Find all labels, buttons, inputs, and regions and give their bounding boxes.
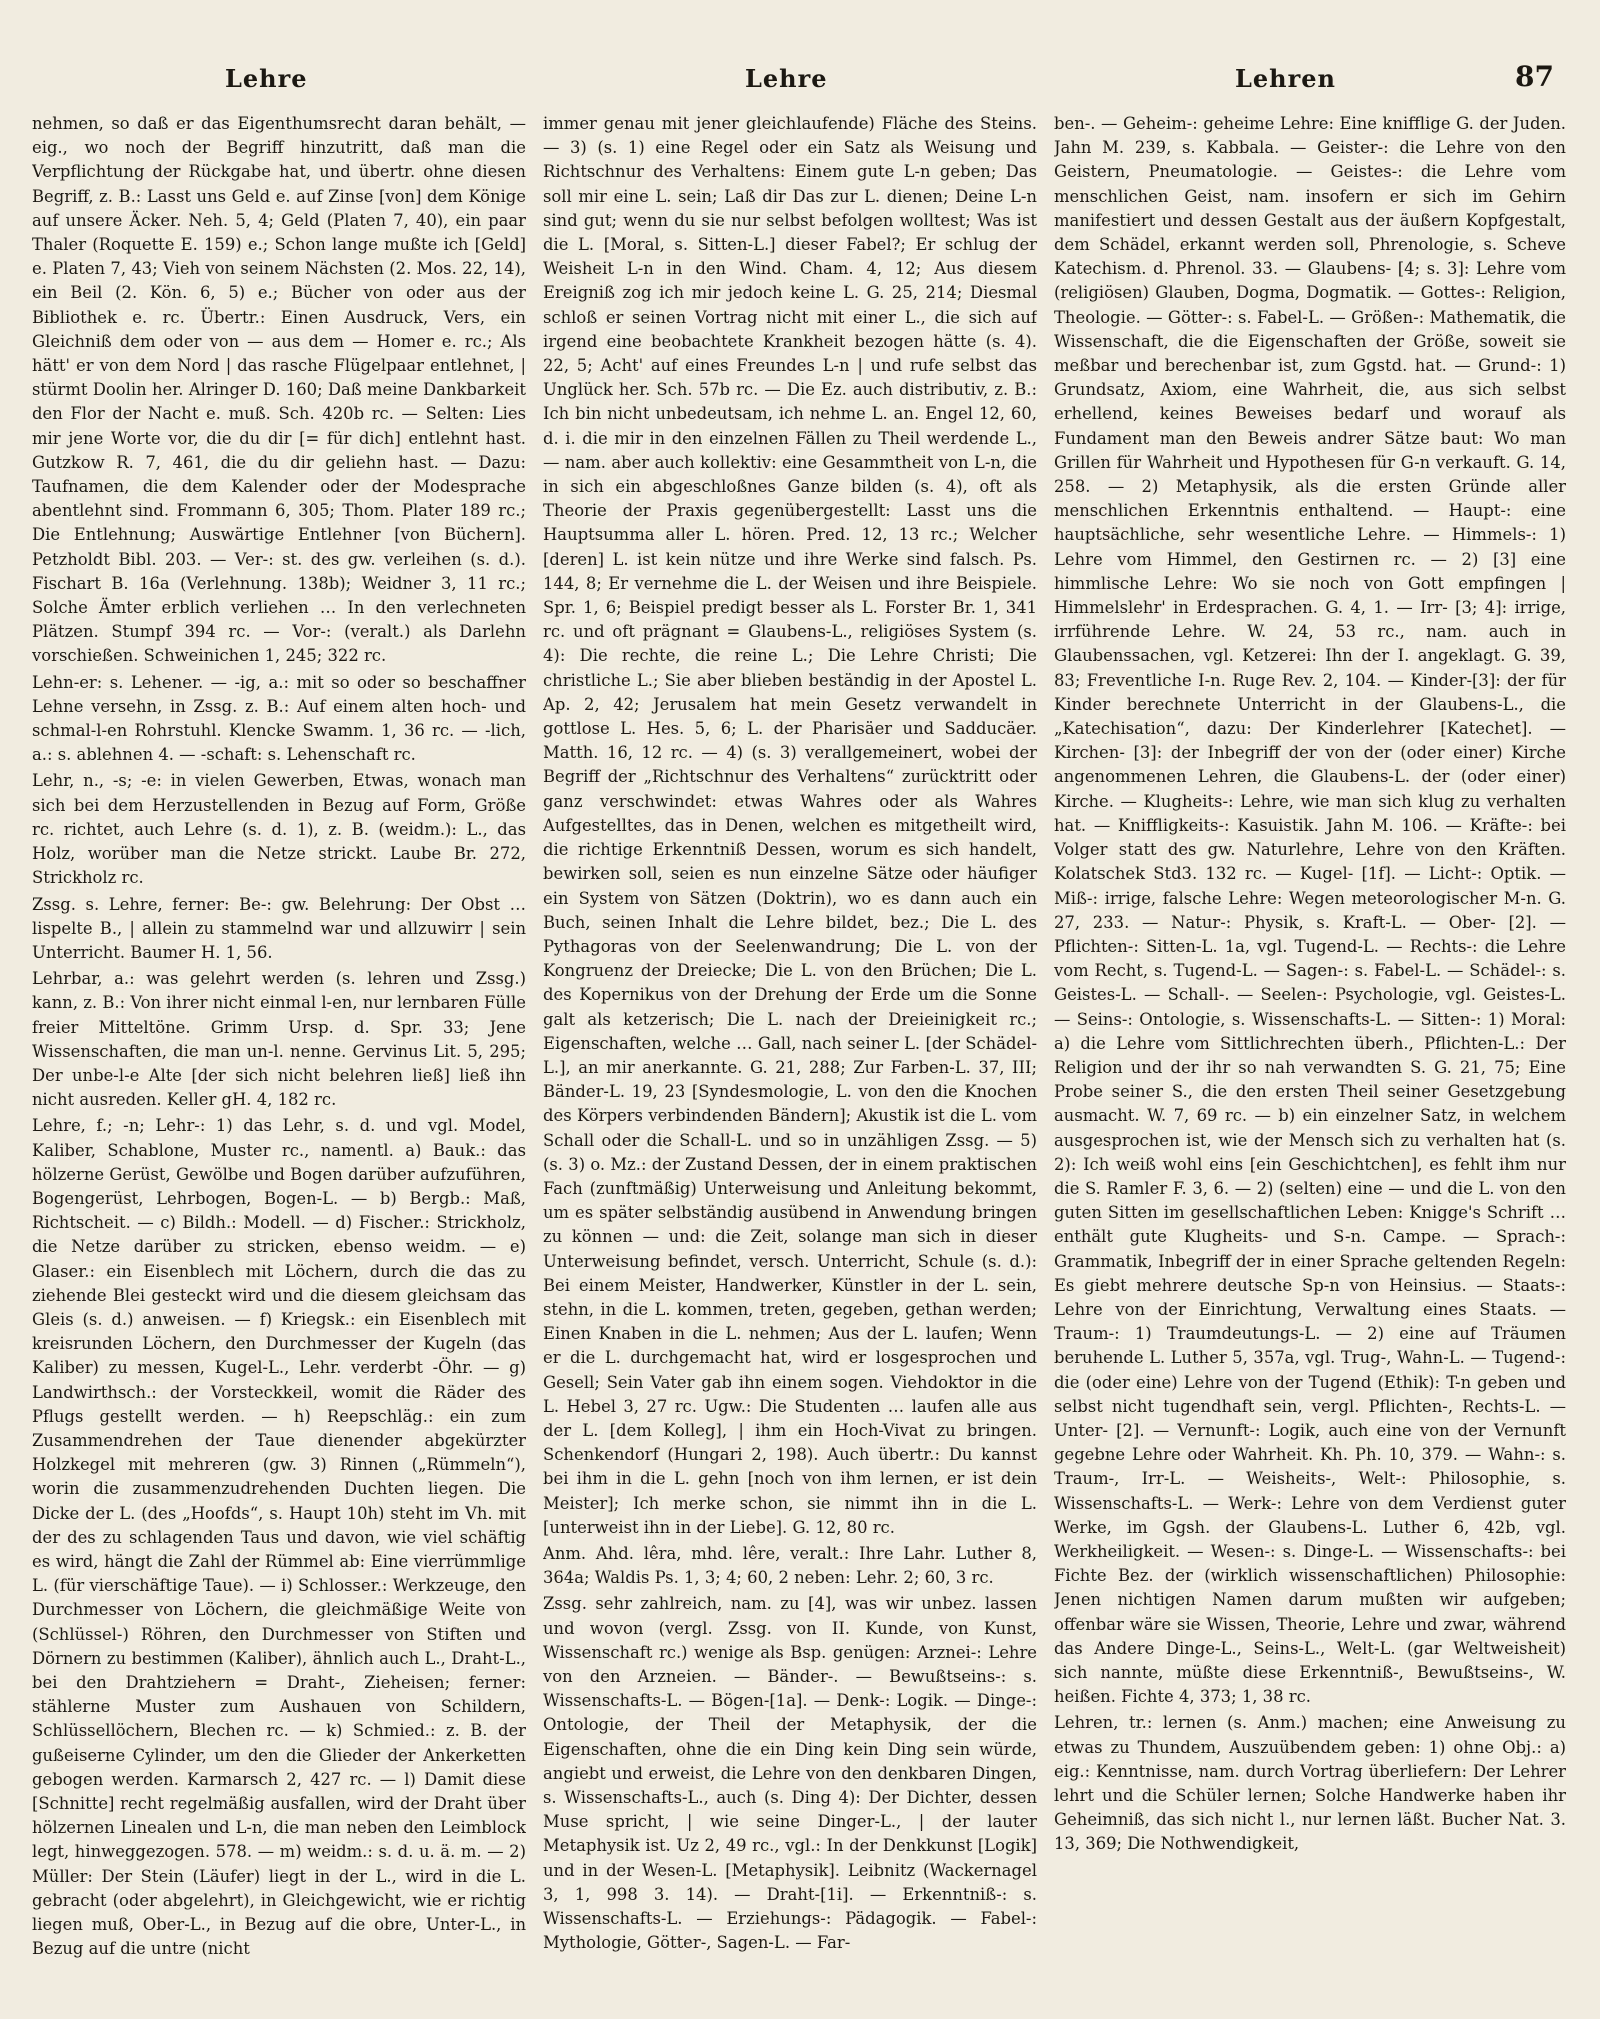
header-right-word: Lehren [1235, 64, 1336, 93]
header-center-word: Lehre [745, 64, 828, 93]
entry-paragraph: Anm. Ahd. lêra, mhd. lêre, veralt.: Ihre Lahr. Luther 8, 364a; Waldis Ps. 1, 3; 4; 60, 2 neben: Lehr. 2; 60, 3 rc. [543, 1543, 1037, 1588]
column-3 [1054, 112, 1566, 1982]
page-number: 87 [1515, 60, 1554, 93]
entry-paragraph: Zssg. sehr zahlreich, nam. zu [4], was wir unbez. lassen und wovon (vergl. Zssg. von II. Kunde, von Kunst, Wissenschaft rc.) wenige als Bsp. genügen: Arznei-: Lehre von den Arzneien. — Bänder-. — Bewußtseins-: s. Wissenschafts-L. — Bögen-[1a]. — Denk-: Logik. — Dinge-: Ontologie, der Theil der Metaphysik, der die Eigenschaften, ohne die ein Ding kein Ding sein würde, angiebt und erweist, die Lehre von den denkbaren Dingen, s. Wissenschafts-L., auch (s. Ding 4): Der Dichter, dessen Muse spricht, | wie seine Dinger-L., | der lauter Metaphysik ist. Uz 2, 49 rc., vgl.: In der Denkkunst [Logik] und in der Wesen-L. [Metaphysik]. Leibnitz (Wackernagel 3, 1, 998 3. 14). — Draht-[1i]. — Erkenntniß-: s. Wissenschafts-L. — Erziehungs-: Pädagogik. — Fabel-: Mythologie, Götter-, Sagen-L. — Far- [543, 1594, 1037, 1953]
entry-paragraph: Lehrbar, a.: was gelehrt werden (s. lehren und Zssg.) kann, z. B.: Von ihrer nicht einmal l-en, nur lernbaren Fülle freier Mitteltöne. Grimm Ursp. d. Spr. 33; Jene Wissenschaften, die man un-l. nenne. Gervinus Lit. 5, 295; Der unbe-l-e Alte [der sich nicht belehren ließ] ließ ihn nicht ausreden. Keller gH. 4, 182 rc. [32, 969, 526, 1110]
column-1 [32, 112, 526, 1982]
entry-paragraph: Lehr, n., -s; -e: in vielen Gewerben, Etwas, wonach man sich bei dem Herzustellenden in Bezug auf Form, Größe rc. richtet, auch Lehre (s. d. 1), z. B. (weidm.): L., das Holz, worüber man die Netze strickt. Laube Br. 272, Strickholz rc. [32, 771, 526, 888]
entry-paragraph: Lehn-er: s. Lehener. — -ig, a.: mit so oder so beschaffner Lehne versehn, in Zssg. z. B.: Auf einem alten hoch- und schmal-l-en Rohrstuhl. Klencke Swamm. 1, 36 rc. — -lich, a.: s. ablehnen 4. — -schaft: s. Lehenschaft rc. [32, 672, 526, 765]
entry-paragraph: Lehre, f.; -n; Lehr-: 1) das Lehr, s. d. und vgl. Model, Kaliber, Schablone, Muster rc., namentl. a) Bauk.: das hölzerne Gerüst, Gewölbe und Bogen darüber aufzuführen, Bogengerüst, Lehrbogen, Bogen-L. — b) Bergb.: Maß, Richtscheit. — c) Bildh.: Modell. — d) Fischer.: Strickholz, die Netze darüber zu stricken, ebenso weidm. — e) Glaser.: ein Eisenblech mit Löchern, durch die das zu ziehende Blei gesteckt wird und die diesem gleichsam das Gleis (s. d.) anweisen. — f) Kriegsk.: ein Eisenblech mit kreisrunden Löchern, den Durchmesser der Kugeln (das Kaliber) zu messen, Kugel-L., Lehr. verderbt -Öhr. — g) Landwirthsch.: der Vorsteckkeil, womit die Räder des Pflugs gestellt werden. — h) Reepschläg.: ein zum Zusammendrehen der Taue dienender abgekürzter Holzkegel mit mehreren (gw. 3) Rinnen („Rümmeln“), worin die zusammenzudrehenden Duchten liegen. Die Dicke der L. (des „Hoofds“, s. Haupt 10h) steht im Vh. mit der des zu schlagenden Taus und davon, wie viel schäftig es wird, hängt die Zahl der Rümmel ab: Eine vierrümmlige L. (für vierschäftige Taue). — i) Schlosser.: Werkzeuge, den Durchmesser von Löchern, die gleichmäßige Weite von (Schlüssel-) Röhren, den Durchmesser von Stiften und Dörnern zu bestimmen (Kaliber), ähnlich auch L., Draht-L., bei den Drahtziehern = Draht-, Zieheisen; ferner: stählerne Muster zum Aushauen von Schildern, Schlüssellöchern, Blechen rc. — k) Schmied.: z. B. der gußeiserne Cylinder, um den die Glieder der Ankerketten gebogen werden. Karmarsch 2, 427 rc. — l) Damit diese [Schnitte] recht regelmäßig ausfallen, wird der Draht über hölzernen Linealen und L-n, die man neben den Leimblock legt, hinweggezogen. 578. — m) weidm.: s. d. u. ä. m. — 2) Müller: Der Stein (Läufer) liegt in der L., wird in die L. gebracht (oder abgelehrt), in Gleichgewicht, wie er richtig liegen muß, Ober-L., in Bezug auf die obre, Unter-L., in Bezug auf die untre (nicht [32, 1116, 526, 1959]
entry-paragraph: ben-. — Geheim-: geheime Lehre: Eine knifflige G. der Juden. Jahn M. 239, s. Kabbala. — Geister-: die Lehre von den Geistern, Pneumatologie. — Geistes-: die Lehre vom menschlichen Geist, nam. insofern er sich im Gehirn manifestiert und dessen Gestalt aus der äußern Kopfgestalt, dem Schädel, erkannt werden soll, Phrenologie, s. Scheve Katechism. d. Phrenol. 33. — Glaubens- [4; s. 3]: Lehre vom (religiösen) Glauben, Dogma, Dogmatik. — Gottes-: Religion, Theologie. — Götter-: s. Fabel-L. — Größen-: Mathematik, die Wissenschaft, die die Eigenschaften der Größe, soweit sie meßbar und berechenbar ist, zum Ggstd. hat. — Grund-: 1) Grundsatz, Axiom, eine Wahrheit, die, aus sich selbst erhellend, keines Beweises bedarf und worauf als Fundament man den Beweis andrer Sätze baut: Wo man Grillen für Wahrheit und Hypothesen für G-n verkauft. G. 14, 258. — 2) Metaphysik, als die ersten Gründe aller menschlichen Erkenntnis enthaltend. — Haupt-: eine hauptsächliche, sehr wesentliche Lehre. — Himmels-: 1) Lehre vom Himmel, den Gestirnen rc. — 2) [3] eine himmlische Lehre: Wo sie noch von Gott empfingen | Himmelslehr' in Erdesprachen. G. 4, 1. — Irr- [3; 4]: irrige, irrführende Lehre. W. 24, 53 rc., nam. auch in Glaubenssachen, vgl. Ketzerei: Ihn der I. angeklagt. G. 39, 83; Freventliche I-n. Ruge Rev. 2, 104. — Kinder-[3]: der für Kinder berechnete Unterricht in der Glaubens-L., die „Katechisation“, dazu: Der Kinderlehrer [Katechet]. — Kirchen- [3]: der Inbegriff der von der (oder einer) Kirche angenommenen Lehren, die Glaubens-L. der (oder einer) Kirche. — Klugheits-: Lehre, wie man sich klug zu verhalten hat. — Kniffligkeits-: Kasuistik. Jahn M. 106. — Kräfte-: bei Volger statt des gw. Naturlehre, Lehre von den Kräften. Kolatschek Std3. 132 rc. — Kugel- [1f]. — Licht-: Optik. — Miß-: irrige, falsche Lehre: Wegen meteorologischer M-n. G. 27, 233. — Natur-: Physik, s. Kraft-L. — Ober- [2]. — Pflichten-: Sitten-L. 1a, vgl. Tugend-L. — Rechts-: die Lehre vom Recht, s. Tugend-L. — Sagen-: s. Fabel-L. — Schädel-: s. Geistes-L. — Schall-. — Seelen-: Psychologie, vgl. Geistes-L. — Seins-: Ontologie, s. Wissenschafts-L. — Sitten-: 1) Moral: a) die Lehre vom Sittlichrechten überh., Pflichten-L.: Der Religion und der ihr so nah verwandten S. G. 21, 75; Eine Probe seiner S., die den ersten Theil seiner Gesetzgebung ausmacht. W. 7, 69 rc. — b) ein einzelner Satz, in welchem ausgesprochen ist, wie der Mensch sich zu verhalten hat (s. 2): Ich weiß wohl eins [ein Geschichtchen], es fehlt ihm nur die S. Ramler F. 3, 6. — 2) (selten) eine — und die L. von den guten Sitten im gesellschaftlichen Leben: Knigge's Schrift … enthält gute Klugheits- und S-n. Campe. — Sprach-: Grammatik, Inbegriff der in einer Sprache geltenden Regeln: Es giebt mehrere deutsche Sp-n von Heinsius. — Staats-: Lehre von der Einrichtung, Verwaltung eines Staats. — Traum-: 1) Traumdeutungs-L. — 2) eine auf Träumen beruhende L. Luther 5, 357a, vgl. Trug-, Wahn-L. — Tugend-: die (oder eine) Lehre von der Tugend (Ethik): T-n geben und selbst nicht tugendhaft sein, vergl. Pflichten-, Rechts-L. — Unter- [2]. — Vernunft-: Logik, auch eine von der Vernunft gegebne Lehre oder Wahrheit. Kh. Ph. 10, 379. — Wahn-: s. Traum-, Irr-L. — Weisheits-, Welt-: Philosophie, s. Wissenschafts-L. — Werk-: Lehre von dem Verdienst guter Werke, im Ggsh. der Glaubens-L. Luther 6, 42b, vgl. Werkheiligkeit. — Wesen-: s. Dinge-L. — Wissenschafts-: bei Fichte Bez. der (wirklich wissenschaftlichen) Philosophie: Jenen nichtigen Namen darum mußten wir aufgeben; offenbar wäre sie Wissen, Theorie, Lehre und zwar, während das Andere Dinge-L., Seins-L., Welt-L. (gar Weltweisheit) sich nannte, müßte diese Erkenntniß-, Bewußtseins-, W. heißen. Fichte 4, 373; 1, 38 rc. [1054, 114, 1566, 1707]
column-2 [543, 112, 1037, 1982]
running-header [40, 58, 1560, 102]
entry-paragraph: nehmen, so daß er das Eigenthumsrecht daran behält, — eig., wo noch der Begriff hinzutritt, daß man die Verpflichtung der Rückgabe hat, und übertr. ohne diesen Begriff, z. B.: Lasst uns Geld e. auf Zinse [von] dem Könige auf unsere Äcker. Neh. 5, 4; Geld (Platen 7, 40), ein paar Thaler (Roquette E. 159) e.; Schon lange mußte ich [Geld] e. Platen 7, 43; Vieh von seinem Nächsten (2. Mos. 22, 14), ein Beil (2. Kön. 6, 5) e.; Bücher von oder aus der Bibliothek e. rc. Übertr.: Einen Ausdruck, Vers, ein Gleichniß dem oder von — aus dem — Homer e. rc.; Als hätt' er von dem Nord | das rasche Flügelpaar entlehnet, | stürmt Doolin her. Alringer D. 160; Daß meine Dankbarkeit den Flor der Nacht e. muß. Sch. 420b rc. — Selten: Lies mir jene Worte vor, die du dir [= für dich] entlehnt hast. Gutzkow R. 7, 461, die du dir geliehn hast. — Dazu: Taufnamen, die dem Kalender oder der Modesprache abentlehnt sind. Frommann 6, 305; Thom. Plater 189 rc.; Die Entlehnung; Auswärtige Entlehner [von Büchern]. Petzholdt Bibl. 203. — Ver-: st. des gw. verleihen (s. d.). Fischart B. 16a (Verlehnung. 138b); Weidner 3, 11 rc.; Solche Ämter erblich verliehen … In den verlechneten Plätzen. Stumpf 394 rc. — Vor-: (veralt.) als Darlehn vorschießen. Schweinichen 1, 245; 322 rc. [32, 114, 526, 666]
entry-paragraph: Zssg. s. Lehre, ferner: Be-: gw. Belehrung: Der Obst … lispelte B., | allein zu stammelnd war und allzuwirr | sein Unterricht. Baumer H. 1, 56. [32, 894, 526, 962]
entry-paragraph: immer genau mit jener gleichlaufende) Fläche des Steins. — 3) (s. 1) eine Regel oder ein Satz als Weisung und Richtschnur des Verhaltens: Einem gute L-n geben; Das soll mir eine L. sein; Laß dir Das zur L. dienen; Deine L-n sind gut; wenn du sie nur selbst befolgen wolltest; Was ist die L. [Moral, s. Sitten-L.] dieser Fabel?; Er schlug der Weisheit L-n in den Wind. Cham. 4, 12; Aus diesem Ereigniß zog ich mir jedoch keine L. G. 25, 214; Diesmal schloß er seinen Vortrag nicht mit einer L., die sich auf irgend eine beobachtete Krankheit bezogen hätte (s. 4). 22, 5; Acht' auf eines Freundes L-n | und rufe selbst das Unglück her. Sch. 57b rc. — Die Ez. auch distributiv, z. B.: Ich bin nicht unbedeutsam, ich nehme L. an. Engel 12, 60, d. i. die mir in den einzelnen Fällen zu Theil werdende L., — nam. aber auch kollektiv: eine Gesammtheit von L-n, die in sich ein abgeschloßnes Ganze bilden (s. 4), oft als Theorie der Praxis gegenübergestellt: Lasst uns die Hauptsumma aller L. hören. Pred. 12, 13 rc.; Welcher [deren] L. ist kein nütze und ihre Werke sind falsch. Ps. 144, 8; Er vernehme die L. der Weisen und ihre Beispiele. Spr. 1, 6; Beispiel predigt besser als L. Forster Br. 1, 341 rc. und oft prägnant = Glaubens-L., religiöses System (s. 4): Die rechte, die reine L.; Die Lehre Christi; Die christliche L.; Sie aber blieben beständig in der Apostel L. Ap. 2, 42; Jerusalem hat mein Gesetz verwandelt in gottlose L. Hes. 5, 6; L. der Pharisäer und Sadducäer. Matth. 16, 12 rc. — 4) (s. 3) verallgemeinert, wobei der Begriff der „Richtschnur des Verhaltens“ zurücktritt oder ganz verschwindet: etwas Wahres oder als Wahres Aufgestelltes, das in Denen, welchen es mitgetheilt wird, die richtige Erkenntniß Dessen, worum es sich handelt, bewirken soll, seien es nun einzelne Sätze oder häufiger ein System von Sätzen (Doktrin), wo es dann auch ein Buch, seinen Inhalt die Lehre bildet, bez.; Die L. des Pythagoras von der Seelenwandrung; Die L. von der Kongruenz der Dreiecke; Die L. von den Brüchen; Die L. des Kopernikus von der Drehung der Erde um die Sonne galt als ketzerisch; Die L. nach der Dreieinigkeit rc.; Eigenschaften, welche … Gall, nach seiner L. [der Schädel-L.], an mir anerkannte. G. 21, 288; Zur Farben-L. 37, III; Bänder-L. 19, 23 [Syndesmologie, L. von den die Knochen des Körpers verbindenden Bändern]; Akustik ist die L. vom Schall oder die Schall-L. und so in unzähligen Zssg. — 5) (s. 3) o. Mz.: der Zustand Dessen, der in einem praktischen Fach (zunftmäßig) Unterweisung und Anleitung bekommt, um es später selbständig ausübend in Anwendung bringen zu können — und: die Zeit, solange man sich in dieser Unterweisung befindet, versch. Unterricht, Schule (s. d.): Bei einem Meister, Handwerker, Künstler in der L. sein, stehn, in die L. kommen, treten, gegeben, gethan werden; Einen Knaben in die L. nehmen; Aus der L. laufen; Wenn er die L. durchgemacht hat, wird er losgesprochen und Gesell; Sein Vater gab ihn einem sogen. Viehdoktor in die L. Hebel 3, 27 rc. Ugw.: Die Studenten … laufen alle aus der L. [dem Kolleg], | ihm ein Hoch-Vivat zu bringen. Schenkendorf (Hungari 2, 198). Auch übertr.: Du kannst bei ihm in die L. gehn [noch von ihm lernen, er ist dein Meister]; Ich merke schon, sie nimmt ihn in die L. [unterweist ihn in der Liebe]. G. 12, 80 rc. [543, 114, 1037, 1537]
header-left-word: Lehre [225, 64, 308, 93]
entry-paragraph: Lehren, tr.: lernen (s. Anm.) machen; eine Anweisung zu etwas zu Thundem, Auszuübendem geben: 1) ohne Obj.: a) eig.: Kenntnisse, nam. durch Vortrag überliefern: Der Lehrer lehrt und die Schüler lernen; Solche Handwerke haben ihr Geheimniß, das sich nicht l., nur lernen läßt. Bucher Nat. 3. 13, 369; Die Nothwendigkeit, [1054, 1713, 1566, 1854]
